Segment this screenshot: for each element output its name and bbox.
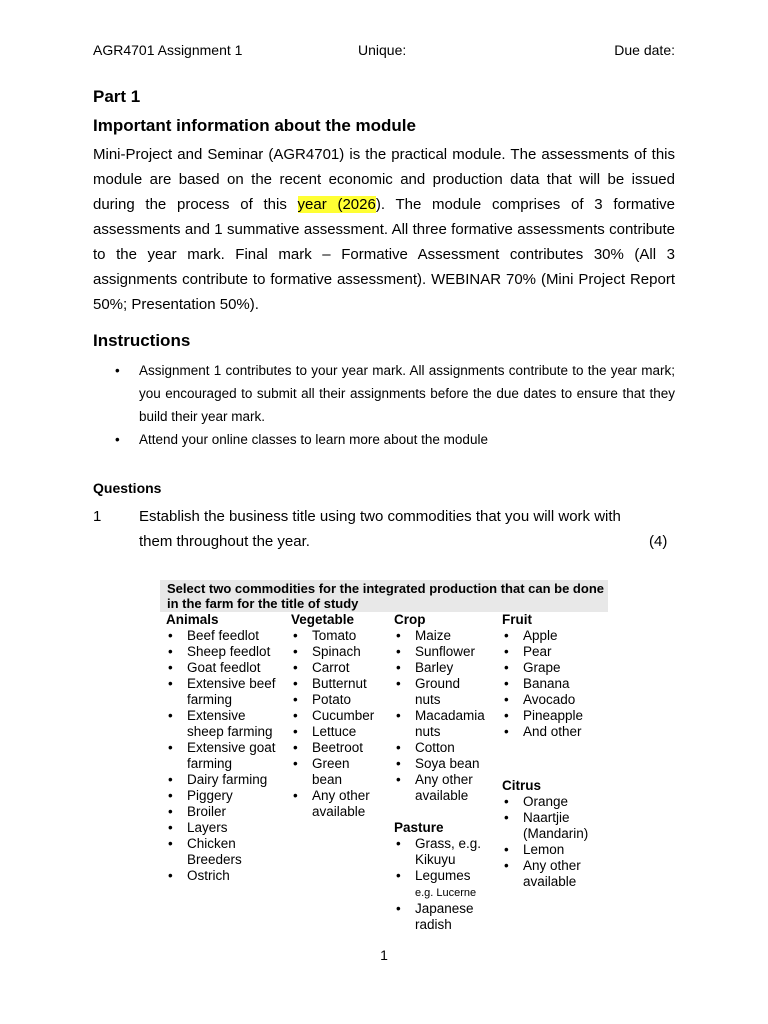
list-item: • Tomato — [291, 628, 386, 644]
intro-paragraph — [93, 142, 675, 317]
list-item: • Naartjie (Mandarin) — [502, 810, 605, 842]
highlighted-year: year (2026 — [297, 196, 376, 213]
list-item: • Pear — [502, 644, 612, 660]
citrus-heading: Citrus — [502, 778, 542, 793]
instructions-heading: Instructions — [93, 331, 191, 350]
list-item: • Pineapple — [502, 708, 612, 724]
questions-heading: Questions — [93, 480, 162, 496]
list-item: • Any other available — [502, 858, 595, 890]
list-item: • Japanese radish — [394, 901, 485, 933]
list-item: • Sheep feedlot — [166, 644, 281, 660]
intro-text-start: Mini-Project and Seminar (AGR4701) is the practical module. The assessments of this module are based on the recent economic and production data that will be issued during the process of this — [93, 146, 675, 213]
question-number: 1 — [93, 508, 102, 525]
list-item: • Extensive goat farming — [166, 740, 281, 772]
list-item: • Grape — [502, 660, 612, 676]
list-item: • Maize — [394, 628, 499, 644]
list-item — [394, 868, 499, 901]
list-item: • Orange — [502, 794, 612, 810]
question-marks: (4) — [649, 533, 668, 550]
list-item: • Apple — [502, 628, 612, 644]
page-number: 1 — [380, 947, 388, 963]
animals-heading: Animals — [166, 612, 219, 627]
list-item: • Macadamia nuts — [394, 708, 499, 740]
list-item: • Avocado — [502, 692, 612, 708]
fruit-column — [502, 612, 612, 890]
instructions-list — [93, 359, 675, 451]
list-item: • Cotton — [394, 740, 499, 756]
list-item: • Piggery — [166, 788, 281, 804]
list-item: • And other — [502, 724, 612, 740]
header-due-date: Due date: — [614, 42, 675, 58]
list-item: • Lettuce — [291, 724, 386, 740]
list-item: • Lemon — [502, 842, 612, 858]
list-item: • Broiler — [166, 804, 281, 820]
list-item: • Grass, e.g. Kikuyu — [394, 836, 491, 868]
list-item: • Sunflower — [394, 644, 499, 660]
list-item: • Ostrich — [166, 868, 281, 884]
instruction-item: • Assignment 1 contributes to your year mark. All assignments contribute to the year mark; you encouraged to submit all their assignments before the due dates to ensure that they build their year mark. — [93, 359, 675, 428]
list-item: • Dairy farming — [166, 772, 281, 788]
list-item: • Goat feedlot — [166, 660, 281, 676]
list-item: • Any other available — [291, 788, 386, 820]
page-header — [93, 42, 675, 60]
list-item: • Barley — [394, 660, 499, 676]
section-title: Important information about the module — [93, 116, 416, 135]
list-item: • Extensive beef farming — [166, 676, 281, 708]
crop-heading: Crop — [394, 612, 426, 627]
list-item: • Butternut — [291, 676, 386, 692]
pasture-heading: Pasture — [394, 820, 444, 835]
legumes-label: Legumes — [415, 868, 471, 883]
crop-column — [394, 612, 499, 933]
list-item: • Beetroot — [291, 740, 386, 756]
commodity-table-header: Select two commodities for the integrated production that can be done in the farm for the title of study — [160, 580, 608, 612]
instruction-item: • Attend your online classes to learn more about the module — [93, 428, 675, 451]
list-item: • Carrot — [291, 660, 386, 676]
list-item: • Extensive sheep farming — [166, 708, 281, 740]
list-item: • Any other available — [394, 772, 487, 804]
list-item: • Cucumber — [291, 708, 386, 724]
part-label: Part 1 — [93, 87, 141, 106]
legumes-note: e.g. Lucerne — [415, 887, 477, 899]
list-item: • Ground nuts — [394, 676, 475, 708]
list-item: • Green bean — [291, 756, 372, 788]
list-item: • Chicken Breeders — [166, 836, 281, 868]
vegetable-heading: Vegetable — [291, 612, 355, 627]
fruit-heading: Fruit — [502, 612, 532, 627]
vegetable-column — [291, 612, 386, 820]
list-item: • Banana — [502, 676, 612, 692]
list-item: • Potato — [291, 692, 386, 708]
animals-column — [166, 612, 281, 884]
list-item: • Soya bean — [394, 756, 499, 772]
question-text: Establish the business title using two commodities that you will work with them throughout the year. — [139, 508, 621, 550]
header-unique: Unique: — [358, 42, 407, 58]
list-item: • Spinach — [291, 644, 386, 660]
intro-text-end: ). The module comprises of 3 formative assessments and 1 summative assessment. All three formative assessments contribute to the year mark. Final mark – Formative Assessment contributes 30% (All 3 assignments contribute to formative assessment). WEBINAR 70% (Mini Project Report 50%; Presentation 50%). — [93, 196, 675, 313]
list-item: • Layers — [166, 820, 281, 836]
list-item: • Beef feedlot — [166, 628, 281, 644]
header-course-code: AGR4701 Assignment 1 — [93, 42, 243, 58]
